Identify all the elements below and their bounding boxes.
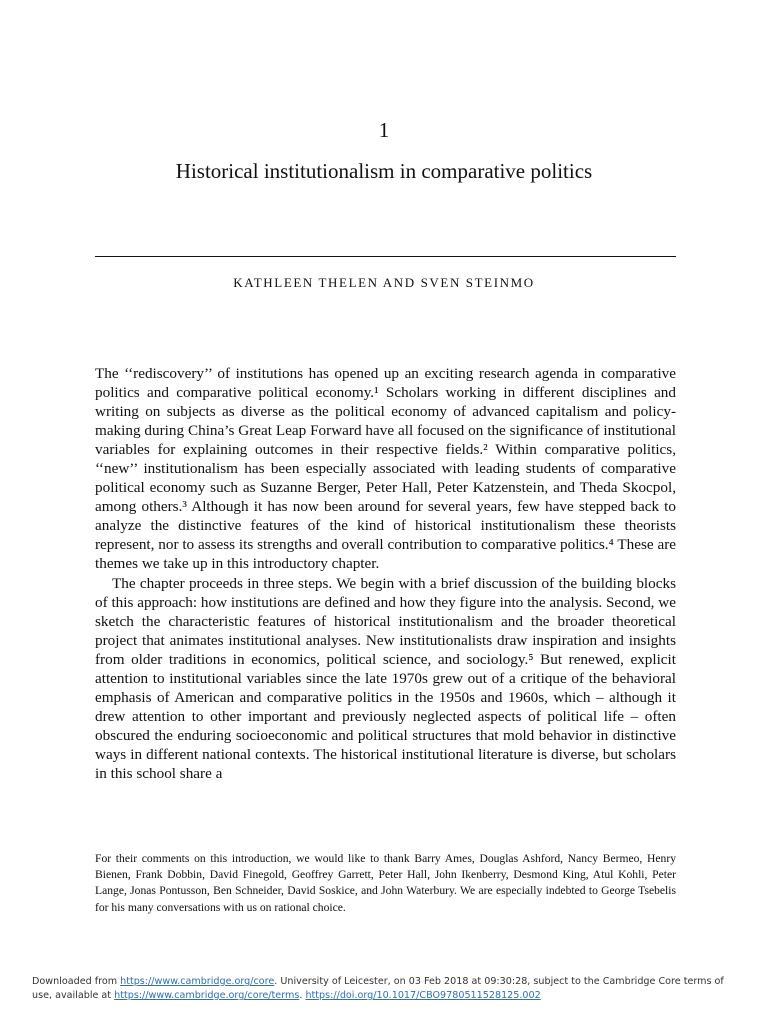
download-notice [32, 975, 740, 1003]
body-text [95, 364, 676, 783]
notice-prefix: Downloaded from [32, 976, 121, 987]
notice-middle: . University of Leicester, on 03 Feb 2018 at 09:30:28, subject to the Cambridge Core terms of use, available at [32, 976, 724, 1001]
chapter-authors: KATHLEEN THELEN AND SVEN STEINMO [233, 275, 535, 290]
acknowledgements-footnote [95, 851, 676, 916]
body-paragraph-2: The chapter proceeds in three steps. We begin with a brief discussion of the building blocks of this approach: how institutions are defined and how they figure into the analysis. Second, we sketch the characteristic features of historical institutionalism and the broader theoretical project that animates institutional analyses. New institutionalists draw inspiration and insights from older traditions in economics, political science, and sociology.⁵ But renewed, explicit attention to institutional variables since the late 1970s grew out of a critique of the behavioral emphasis of American and comparative politics in the 1950s and 1960s, which – although it drew attention to other important and previously neglected aspects of political life – often obscured the enduring socioeconomic and political structures that mold behavior in distinctive ways in different national contexts. The historical institutional literature is diverse, but scholars in this school share a [95, 574, 676, 782]
doi-link[interactable]: https://doi.org/10.1017/CBO9780511528125.002 [305, 990, 541, 1001]
cambridge-core-link[interactable]: https://www.cambridge.org/core [120, 976, 275, 987]
notice-separator: . [299, 990, 306, 1001]
body-paragraph-1: The ‘‘rediscovery’’ of institutions has opened up an exciting research agenda in comparative politics and comparative political economy.¹ Scholars working in different disciplines and writing on subjects as diverse as the political economy of advanced capitalism and policy-making during China’s Great Leap Forward have all focused on the significance of institutional variables for explaining outcomes in their respective fields.² Within comparative politics, ‘‘new’’ institutionalism has been especially associated with leading students of comparative political economy such as Suzanne Berger, Peter Hall, Peter Katzenstein, and Theda Skocpol, among others.³ Although it has now been around for several years, few have stepped back to analyze the distinctive features of the kind of historical institutionalism these theorists represent, nor to assess its strengths and overall contribution to comparative politics.⁴ These are themes we take up in this introductory chapter. [95, 365, 676, 573]
title-rule [95, 256, 676, 257]
core-terms-link[interactable]: https://www.cambridge.org/core/terms [114, 990, 300, 1001]
footnote-text: For their comments on this introduction, we would like to thank Barry Ames, Douglas Ashford, Nancy Bermeo, Henry Bienen, Frank Dobbin, David Finegold, Geoffrey Garrett, Peter Hall, John Ikenberry, Desmond King, Atul Kohli, Peter Lange, Jonas Pontusson, Ben Schneider, David Soskice, and John Waterbury. We are especially indebted to George Tsebelis for his many conversations with us on rational choice. [95, 852, 676, 914]
chapter-number: 1 [378, 118, 390, 142]
chapter-title: Historical institutionalism in comparative politics [175, 159, 593, 183]
